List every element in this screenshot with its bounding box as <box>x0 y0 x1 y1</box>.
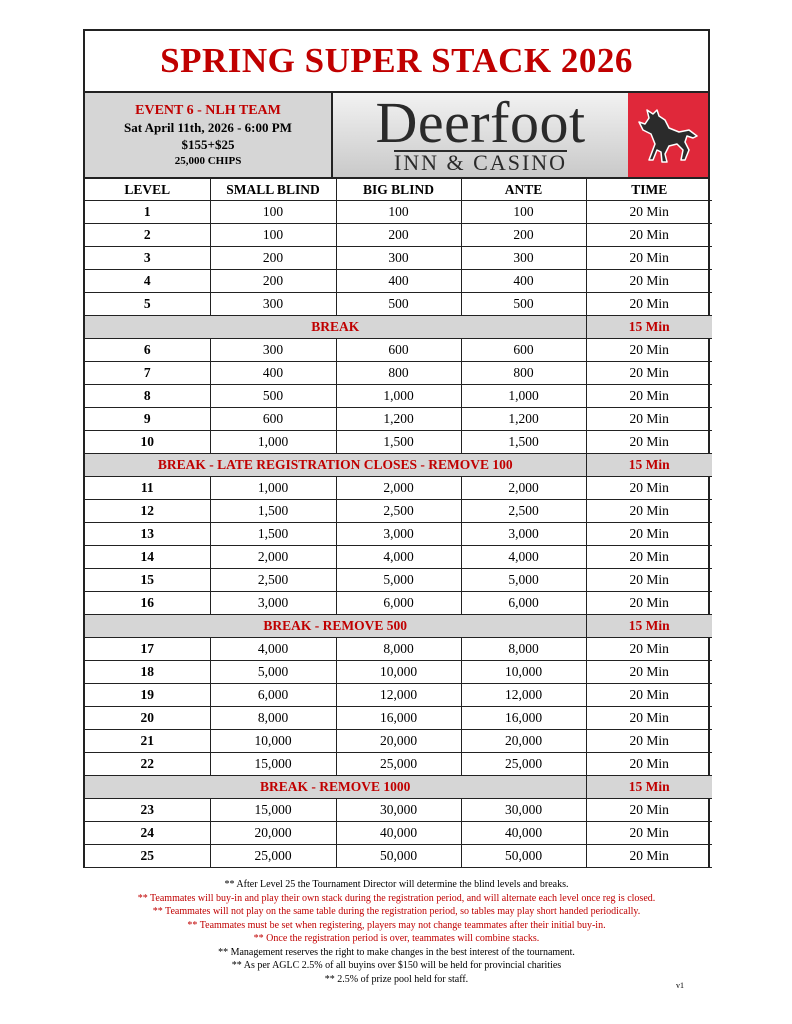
break-row <box>85 316 712 339</box>
big-blind-cell: 8,000 <box>336 638 461 661</box>
table-row <box>85 247 712 270</box>
big-blind-cell: 25,000 <box>336 753 461 776</box>
ante-cell: 600 <box>461 339 586 362</box>
ante-cell: 2,000 <box>461 477 586 500</box>
break-time: 15 Min <box>586 454 712 477</box>
big-blind-cell: 500 <box>336 293 461 316</box>
level-cell: 12 <box>85 500 210 523</box>
small-blind-cell: 15,000 <box>210 753 336 776</box>
level-cell: 19 <box>85 684 210 707</box>
time-cell: 20 Min <box>586 270 712 293</box>
big-blind-cell: 2,500 <box>336 500 461 523</box>
small-blind-cell: 400 <box>210 362 336 385</box>
ante-cell: 50,000 <box>461 845 586 868</box>
col-header-ante: ANTE <box>461 179 586 201</box>
table-row <box>85 684 712 707</box>
small-blind-cell: 8,000 <box>210 707 336 730</box>
level-cell: 20 <box>85 707 210 730</box>
col-header-big-blind: BIG BLIND <box>336 179 461 201</box>
big-blind-cell: 1,500 <box>336 431 461 454</box>
casino-logo <box>333 90 708 177</box>
table-header-row <box>85 179 712 201</box>
level-cell: 22 <box>85 753 210 776</box>
footnote: ** 2.5% of prize pool held for staff. <box>324 973 469 985</box>
level-cell: 6 <box>85 339 210 362</box>
footnote: ** Management reserves the right to make changes in the best interest of the tournament. <box>218 946 575 958</box>
level-cell: 24 <box>85 822 210 845</box>
level-cell: 23 <box>85 799 210 822</box>
ante-cell: 1,200 <box>461 408 586 431</box>
small-blind-cell: 6,000 <box>210 684 336 707</box>
break-time: 15 Min <box>586 316 712 339</box>
event-header <box>85 90 708 179</box>
ante-cell: 300 <box>461 247 586 270</box>
break-time: 15 Min <box>586 776 712 799</box>
break-row <box>85 615 712 638</box>
break-label: BREAK - REMOVE 1000 <box>85 776 586 799</box>
table-row <box>85 638 712 661</box>
time-cell: 20 Min <box>586 500 712 523</box>
col-header-small-blind: SMALL BLIND <box>210 179 336 201</box>
table-body <box>85 201 712 868</box>
level-cell: 9 <box>85 408 210 431</box>
horse-icon <box>635 104 701 166</box>
big-blind-cell: 16,000 <box>336 707 461 730</box>
table-row <box>85 293 712 316</box>
level-cell: 14 <box>85 546 210 569</box>
big-blind-cell: 200 <box>336 224 461 247</box>
ante-cell: 25,000 <box>461 753 586 776</box>
ante-cell: 6,000 <box>461 592 586 615</box>
ante-cell: 200 <box>461 224 586 247</box>
logo-wordmark <box>333 90 628 177</box>
break-label: BREAK - REMOVE 500 <box>85 615 586 638</box>
table-row <box>85 500 712 523</box>
big-blind-cell: 6,000 <box>336 592 461 615</box>
time-cell: 20 Min <box>586 661 712 684</box>
footnote: ** Once the registration period is over, teammates will combine stacks. <box>253 933 540 944</box>
table-row <box>85 822 712 845</box>
ante-cell: 5,000 <box>461 569 586 592</box>
small-blind-cell: 2,500 <box>210 569 336 592</box>
col-header-time: TIME <box>586 179 712 201</box>
level-cell: 4 <box>85 270 210 293</box>
ante-cell: 3,000 <box>461 523 586 546</box>
big-blind-cell: 4,000 <box>336 546 461 569</box>
table-row <box>85 845 712 868</box>
time-cell: 20 Min <box>586 293 712 316</box>
time-cell: 20 Min <box>586 569 712 592</box>
big-blind-cell: 30,000 <box>336 799 461 822</box>
small-blind-cell: 1,500 <box>210 523 336 546</box>
small-blind-cell: 10,000 <box>210 730 336 753</box>
footnotes <box>83 878 710 986</box>
table-row <box>85 270 712 293</box>
level-cell: 2 <box>85 224 210 247</box>
big-blind-cell: 1,200 <box>336 408 461 431</box>
big-blind-cell: 600 <box>336 339 461 362</box>
break-label: BREAK <box>85 316 586 339</box>
time-cell: 20 Min <box>586 408 712 431</box>
table-row <box>85 362 712 385</box>
level-cell: 13 <box>85 523 210 546</box>
time-cell: 20 Min <box>586 753 712 776</box>
break-label: BREAK - LATE REGISTRATION CLOSES - REMOVE 100 <box>85 454 586 477</box>
small-blind-cell: 3,000 <box>210 592 336 615</box>
table-row <box>85 477 712 500</box>
time-cell: 20 Min <box>586 638 712 661</box>
ante-cell: 10,000 <box>461 661 586 684</box>
level-cell: 1 <box>85 201 210 224</box>
footnote: ** Teammates must be set when registering, players may not change teammates after their initial buy-in. <box>187 919 606 931</box>
small-blind-cell: 100 <box>210 201 336 224</box>
small-blind-cell: 1,000 <box>210 477 336 500</box>
big-blind-cell: 40,000 <box>336 822 461 845</box>
table-row <box>85 431 712 454</box>
logo-small-text: INN & CASINO <box>393 150 568 175</box>
time-cell: 20 Min <box>586 431 712 454</box>
footnote: ** After Level 25 the Tournament Director will determine the blind levels and breaks. <box>224 879 569 890</box>
ante-cell: 100 <box>461 201 586 224</box>
logo-big-text: Deerfoot <box>375 90 586 155</box>
ante-cell: 800 <box>461 362 586 385</box>
ante-cell: 4,000 <box>461 546 586 569</box>
table-row <box>85 546 712 569</box>
big-blind-cell: 3,000 <box>336 523 461 546</box>
small-blind-cell: 1,500 <box>210 500 336 523</box>
page-title: SPRING SUPER STACK 2026 <box>85 31 708 93</box>
level-cell: 11 <box>85 477 210 500</box>
ante-cell: 40,000 <box>461 822 586 845</box>
level-cell: 5 <box>85 293 210 316</box>
time-cell: 20 Min <box>586 845 712 868</box>
ante-cell: 12,000 <box>461 684 586 707</box>
small-blind-cell: 20,000 <box>210 822 336 845</box>
table-row <box>85 569 712 592</box>
event-chips: 25,000 CHIPS <box>174 154 242 167</box>
small-blind-cell: 25,000 <box>210 845 336 868</box>
ante-cell: 2,500 <box>461 500 586 523</box>
level-cell: 25 <box>85 845 210 868</box>
table-row <box>85 408 712 431</box>
ante-cell: 1,000 <box>461 385 586 408</box>
time-cell: 20 Min <box>586 339 712 362</box>
small-blind-cell: 600 <box>210 408 336 431</box>
blind-structure-sheet <box>83 29 710 868</box>
level-cell: 10 <box>85 431 210 454</box>
logo-badge <box>628 93 708 177</box>
big-blind-cell: 50,000 <box>336 845 461 868</box>
time-cell: 20 Min <box>586 201 712 224</box>
footnote: ** Teammates will not play on the same table during the registration period, so tables may play short handed periodically. <box>152 906 641 917</box>
small-blind-cell: 200 <box>210 270 336 293</box>
level-cell: 16 <box>85 592 210 615</box>
version-label: v1 <box>676 981 684 990</box>
time-cell: 20 Min <box>586 592 712 615</box>
time-cell: 20 Min <box>586 477 712 500</box>
time-cell: 20 Min <box>586 799 712 822</box>
time-cell: 20 Min <box>586 822 712 845</box>
event-datetime: Sat April 11th, 2026 - 6:00 PM <box>124 119 292 135</box>
time-cell: 20 Min <box>586 362 712 385</box>
ante-cell: 30,000 <box>461 799 586 822</box>
time-cell: 20 Min <box>586 684 712 707</box>
level-cell: 15 <box>85 569 210 592</box>
time-cell: 20 Min <box>586 224 712 247</box>
blind-table <box>85 179 712 868</box>
table-row <box>85 592 712 615</box>
ante-cell: 1,500 <box>461 431 586 454</box>
break-row <box>85 776 712 799</box>
time-cell: 20 Min <box>586 523 712 546</box>
big-blind-cell: 5,000 <box>336 569 461 592</box>
time-cell: 20 Min <box>586 247 712 270</box>
ante-cell: 400 <box>461 270 586 293</box>
event-name: EVENT 6 - NLH TEAM <box>135 102 281 118</box>
table-row <box>85 201 712 224</box>
event-info <box>85 93 333 177</box>
ante-cell: 20,000 <box>461 730 586 753</box>
big-blind-cell: 12,000 <box>336 684 461 707</box>
table-row <box>85 730 712 753</box>
small-blind-cell: 2,000 <box>210 546 336 569</box>
footnote: ** Teammates will buy-in and play their own stack during the registration period, and will alternate each level once reg is closed. <box>137 892 656 904</box>
big-blind-cell: 100 <box>336 201 461 224</box>
table-row <box>85 799 712 822</box>
table-row <box>85 224 712 247</box>
ante-cell: 16,000 <box>461 707 586 730</box>
big-blind-cell: 2,000 <box>336 477 461 500</box>
big-blind-cell: 300 <box>336 247 461 270</box>
level-cell: 17 <box>85 638 210 661</box>
time-cell: 20 Min <box>586 385 712 408</box>
big-blind-cell: 20,000 <box>336 730 461 753</box>
event-buyin: $155+$25 <box>181 136 235 152</box>
big-blind-cell: 400 <box>336 270 461 293</box>
level-cell: 18 <box>85 661 210 684</box>
small-blind-cell: 500 <box>210 385 336 408</box>
table-row <box>85 385 712 408</box>
break-row <box>85 454 712 477</box>
ante-cell: 8,000 <box>461 638 586 661</box>
level-cell: 3 <box>85 247 210 270</box>
small-blind-cell: 100 <box>210 224 336 247</box>
level-cell: 21 <box>85 730 210 753</box>
table-row <box>85 523 712 546</box>
time-cell: 20 Min <box>586 546 712 569</box>
small-blind-cell: 5,000 <box>210 661 336 684</box>
small-blind-cell: 15,000 <box>210 799 336 822</box>
level-cell: 7 <box>85 362 210 385</box>
small-blind-cell: 4,000 <box>210 638 336 661</box>
table-row <box>85 661 712 684</box>
break-time: 15 Min <box>586 615 712 638</box>
level-cell: 8 <box>85 385 210 408</box>
big-blind-cell: 1,000 <box>336 385 461 408</box>
big-blind-cell: 10,000 <box>336 661 461 684</box>
footnote: ** As per AGLC 2.5% of all buyins over $150 will be held for provincial charities <box>231 960 562 971</box>
small-blind-cell: 200 <box>210 247 336 270</box>
big-blind-cell: 800 <box>336 362 461 385</box>
small-blind-cell: 1,000 <box>210 431 336 454</box>
small-blind-cell: 300 <box>210 293 336 316</box>
col-header-level: LEVEL <box>85 179 210 201</box>
table-row <box>85 753 712 776</box>
table-row <box>85 339 712 362</box>
small-blind-cell: 300 <box>210 339 336 362</box>
ante-cell: 500 <box>461 293 586 316</box>
time-cell: 20 Min <box>586 707 712 730</box>
table-row <box>85 707 712 730</box>
time-cell: 20 Min <box>586 730 712 753</box>
